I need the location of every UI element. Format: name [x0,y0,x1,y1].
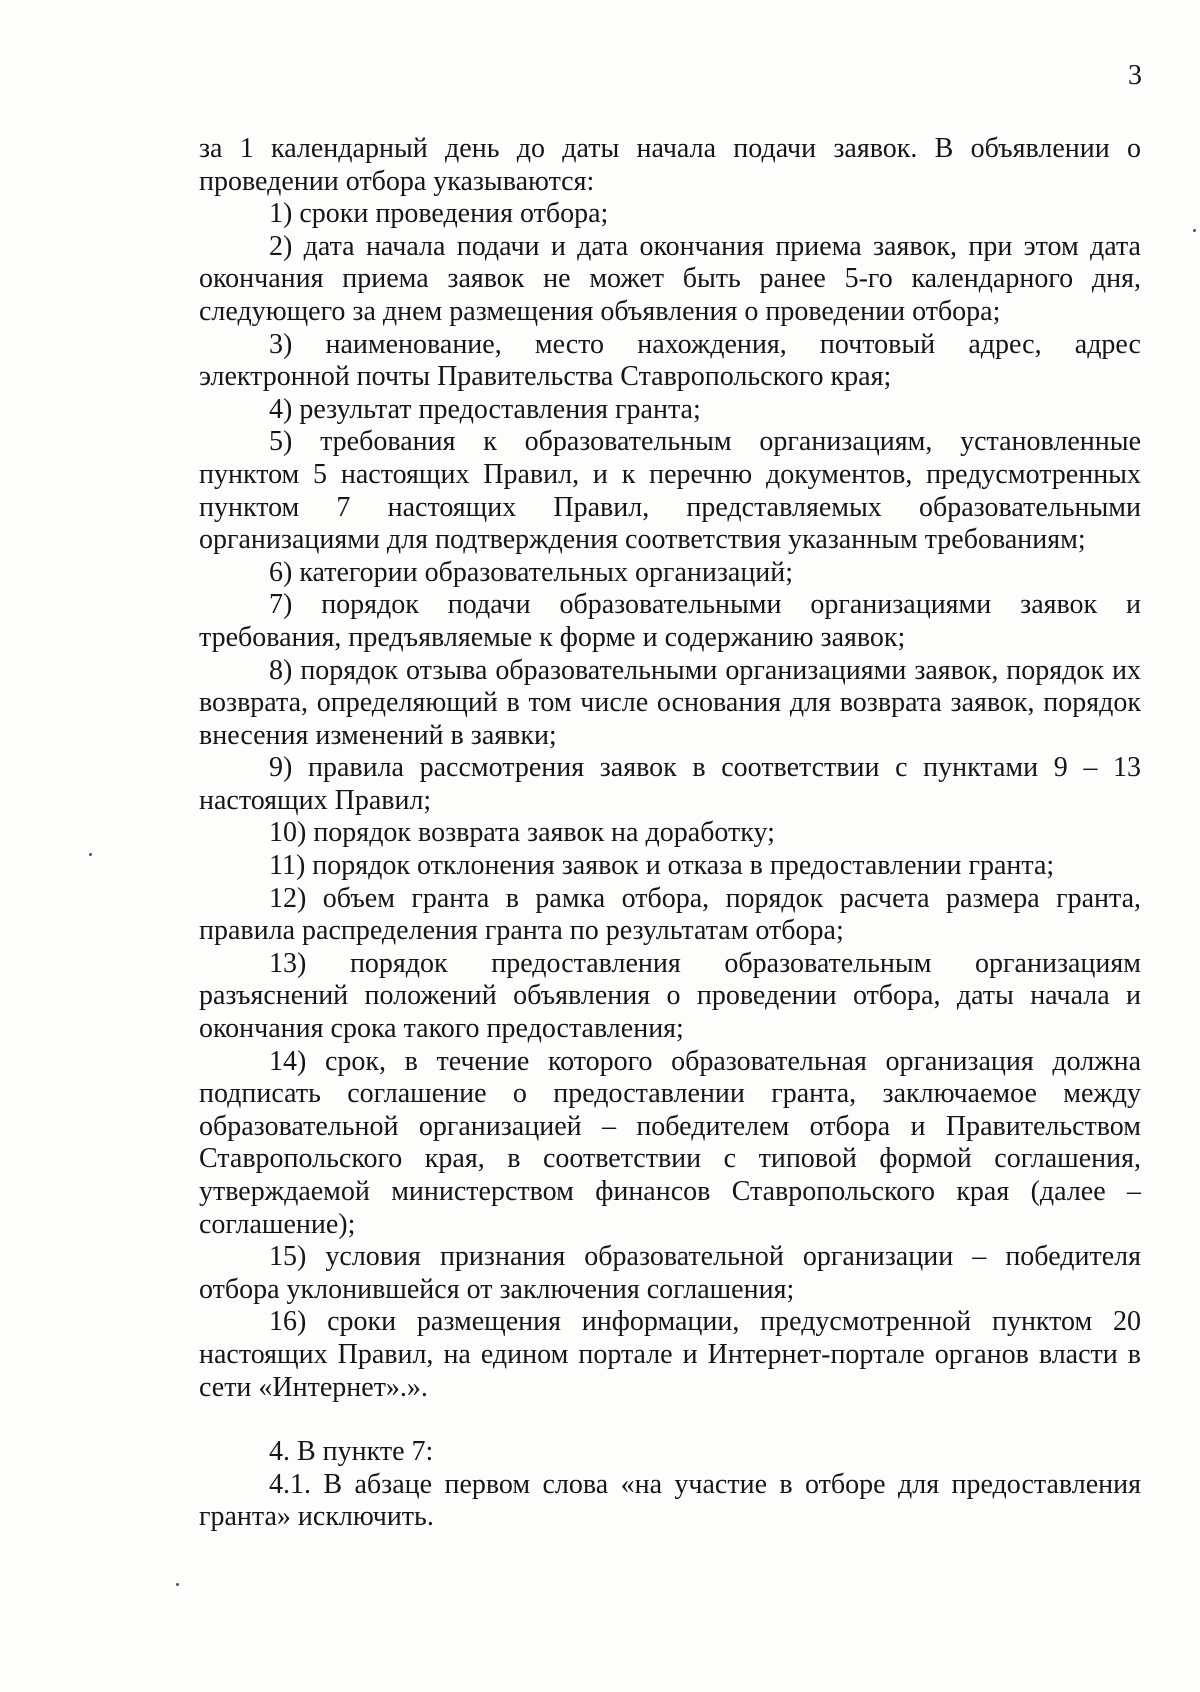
page-number: 3 [1128,60,1142,91]
list-item-16: 16) сроки размещения информации, предусмотренной пунктом 20 настоящих Правил, на едином портале и Интернет-портале органов власти в сети «Интернет».». [199,1306,1141,1403]
list-item-5: 5) требования к образовательным организациям, установленные пунктом 5 настоящих Правил, и к перечню документов, предусмотренных пунктом 7 настоящих Правил, представляемых образовательными организациями для подтверждения соответствия указанным требованиям; [199,426,1141,556]
list-item-2: 2) дата начала подачи и дата окончания приема заявок, при этом дата окончания приема заявок не может быть ранее 5-го календарного дня, следующего за днем размещения объявления о проведении отбора; [199,230,1141,327]
list-item-8: 8) порядок отзыва образовательными организациями заявок, порядок их возврата, определяющий в том числе основания для возврата заявок, порядок внесения изменений в заявки; [199,654,1141,751]
list-item-15: 15) условия признания образовательной организации – победителя отбора уклонившейся от заключения соглашения; [199,1241,1141,1305]
list-item-13: 13) порядок предоставления образовательным организациям разъяснений положений объявления о проведении отбора, даты начала и окончания срока такого предоставления; [199,947,1141,1045]
list-item-14: 14) срок, в течение которого образовательная организация должна подписать соглашение о предоставлении гранта, заключаемое между образовательной организацией – победителем отбора и Правительством Ставропольского края, в соответствии с типовой формой соглашения, утверждаемой министерством финансов Ставропольского края (далее – соглашение); [199,1045,1141,1240]
clause-4-1: 4.1. В абзаце первом слова «на участие в отборе для предоставления гранта» исключить. [199,1468,1141,1533]
list-item-4: 4) результат предоставления гранта; [269,393,701,425]
list-item-7: 7) порядок подачи образовательными организациями заявок и требования, предъявляемые к форме и содержанию заявок; [199,589,1141,653]
scan-speck [176,1583,179,1586]
document-body [199,133,1141,1534]
scan-speck [1193,229,1196,232]
section-heading-4: 4. В пункте 7: [269,1436,434,1468]
list-item-9: 9) правила рассмотрения заявок в соответствии с пунктами 9 – 13 настоящих Правил; [199,752,1141,816]
paragraph-intro: за 1 календарный день до даты начала подачи заявок. В объявлении о проведении отбора указываются: [199,133,1141,197]
list-item-6: 6) категории образовательных организаций; [269,556,794,588]
list-item-10: 10) порядок возврата заявок на доработку; [269,817,775,849]
list-item-12: 12) объем гранта в рамка отбора, порядок расчета размера гранта, правила распределения гранта по результатам отбора; [199,882,1141,947]
list-item-11: 11) порядок отклонения заявок и отказа в предоставлении гранта; [269,850,1055,882]
scan-speck [89,853,92,856]
list-item-3: 3) наименование, место нахождения, почтовый адрес, адрес электронной почты Правительства Ставропольского края; [199,328,1141,393]
list-item-1: 1) сроки проведения отбора; [269,198,609,230]
